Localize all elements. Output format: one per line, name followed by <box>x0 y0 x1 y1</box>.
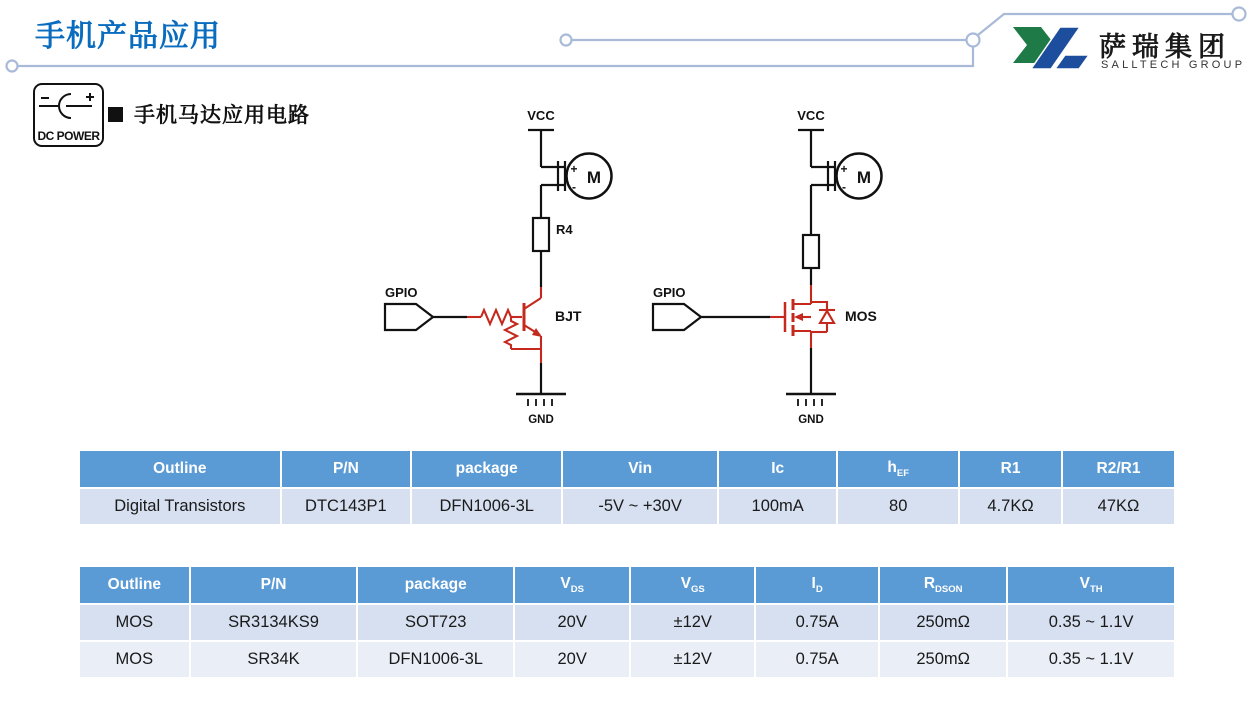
column-header: Outline <box>79 566 190 604</box>
section-heading <box>108 99 310 129</box>
table-cell: MOS <box>79 604 190 641</box>
column-header: package <box>357 566 514 604</box>
gpio-label: GPIO <box>385 285 418 300</box>
table-row <box>79 488 1175 525</box>
motor-plus-label: + <box>840 162 848 176</box>
dc-power-icon <box>33 83 104 147</box>
table-cell: 20V <box>514 604 630 641</box>
column-header: Vin <box>562 450 718 488</box>
column-header: Ic <box>718 450 837 488</box>
table-cell: 4.7KΩ <box>959 488 1062 525</box>
table-cell: -5V ~ +30V <box>562 488 718 525</box>
table-cell: ±12V <box>630 641 755 678</box>
table-cell: Digital Transistors <box>79 488 281 525</box>
vcc-label: VCC <box>527 108 555 123</box>
section-heading-label: 手机马达应用电路 <box>134 104 310 127</box>
mos-spec-table <box>78 565 1176 679</box>
column-header: Outline <box>79 450 281 488</box>
motor-minus-label: - <box>842 180 846 194</box>
bjt-label: BJT <box>555 308 582 324</box>
bjt-symbol <box>467 287 542 363</box>
column-header: R2/R1 <box>1062 450 1175 488</box>
table-cell: 0.35 ~ 1.1V <box>1007 641 1175 678</box>
gpio-label: GPIO <box>653 285 686 300</box>
table-cell: 20V <box>514 641 630 678</box>
table-cell: SOT723 <box>357 604 514 641</box>
table-cell: 0.75A <box>755 604 879 641</box>
r4-label: R4 <box>556 222 573 237</box>
salltech-logo-icon <box>1008 25 1092 73</box>
vcc-label: VCC <box>797 108 825 123</box>
transistor-spec-table <box>78 449 1176 526</box>
table-cell: DTC143P1 <box>281 488 411 525</box>
motor-label: M <box>586 168 602 187</box>
mos-table-header <box>79 566 1175 604</box>
column-header: $V_{DS}$ <box>514 566 630 604</box>
table-cell: SR34K <box>190 641 358 678</box>
table-row <box>79 641 1175 678</box>
motor-minus-label: - <box>572 180 576 194</box>
table-cell: MOS <box>79 641 190 678</box>
table-cell: 250mΩ <box>879 604 1007 641</box>
mos-motor-circuit-diagram <box>630 95 910 440</box>
dc-power-label: DC POWER <box>37 129 100 143</box>
column-header: $V_{TH}$ <box>1007 566 1175 604</box>
column-header: $h_{EF}$ <box>837 450 959 488</box>
table-row <box>79 604 1175 641</box>
header-row <box>79 566 1175 604</box>
table-cell: SR3134KS9 <box>190 604 358 641</box>
mos-label: MOS <box>845 308 877 324</box>
table-cell: 0.75A <box>755 641 879 678</box>
table-cell: 47KΩ <box>1062 488 1175 525</box>
section-bullet-icon <box>108 107 123 122</box>
table-cell: 100mA <box>718 488 837 525</box>
gnd-label: GND <box>798 414 824 426</box>
column-header: $R_{DSON}$ <box>879 566 1007 604</box>
column-header: R1 <box>959 450 1062 488</box>
table-cell: ±12V <box>630 604 755 641</box>
column-header: P/N <box>190 566 358 604</box>
motor-label: M <box>856 168 872 187</box>
column-header: package <box>411 450 562 488</box>
bjt-motor-circuit-diagram <box>370 95 630 440</box>
header-row <box>79 450 1175 488</box>
table-cell: 80 <box>837 488 959 525</box>
table-cell: 0.35 ~ 1.1V <box>1007 604 1175 641</box>
table-cell: DFN1006-3L <box>357 641 514 678</box>
company-name-cn: 萨瑞集团 <box>1099 32 1231 62</box>
column-header: $I_D$ <box>755 566 879 604</box>
table-cell: 250mΩ <box>879 641 1007 678</box>
transistor-table-header <box>79 450 1175 488</box>
column-header: $V_{GS}$ <box>630 566 755 604</box>
mosfet-symbol <box>770 285 835 348</box>
column-header: P/N <box>281 450 411 488</box>
table-cell: DFN1006-3L <box>411 488 562 525</box>
company-name-en: SALLTECH GROUP <box>1101 59 1246 71</box>
gnd-label: GND <box>528 414 554 426</box>
motor-plus-label: + <box>570 162 578 176</box>
page-title: 手机产品应用 <box>35 20 221 53</box>
dc-jack-symbol-icon <box>35 85 101 127</box>
